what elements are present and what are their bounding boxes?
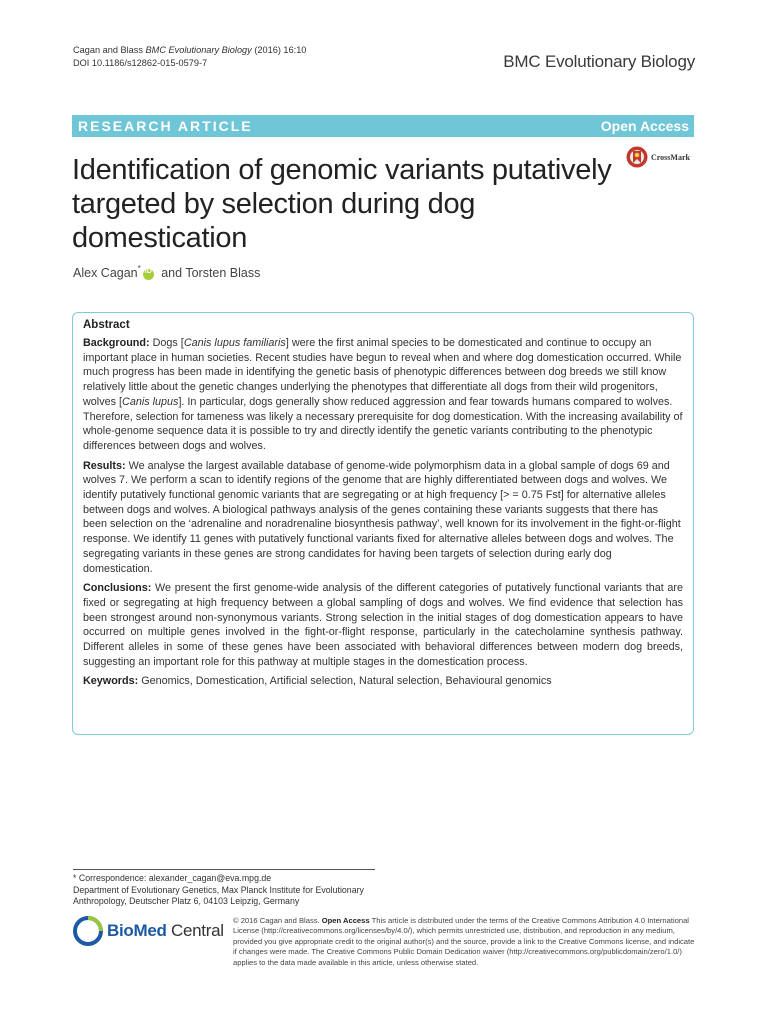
correspondence-email[interactable]: * Correspondence: alexander_cagan@eva.mpg.de [73,873,272,883]
article-type-banner [72,115,694,137]
species-name-wolf: Canis lupus [122,395,179,408]
license-text: This article is distributed under the terms of the Creative Commons Attribution 4.0 International License (http://creativecommons.org/licenses/by/4.0/), which permits unrestricted use, distribution, and reproduction in any medium, provided you give appropriate credit to the original author(s) and the source, provide a link to the Creative Commons license, and indicate if changes were made. The Creative Commons Public Domain Dedication waiver (http://creativecommons.org/publicdomain/zero/1.0/) applies to the data made available in this article, unless otherwise stated. [233,916,695,967]
crossmark-badge[interactable] [626,146,690,168]
biomed-central-wordmark: BioMed Central [107,921,224,940]
affiliation: Department of Evolutionary Genetics, Max Planck Institute for Evolutionary Anthropology, Deutscher Platz 6, 04103 Leipzig, Germany [73,884,364,906]
crossmark-icon [626,146,648,168]
corresponding-author-mark: * [137,263,141,273]
conclusions-text: We present the first genome-wide analysis of the different categories of putatively functional variants that are fixed or segregating at high frequency between a global sampling of dogs and wolves. We find evidence that selection has been strongest around non-synonymous variants. Strong selection in the initial stages of dog domestication appears to have occurred on multiple genes involved in the fight-or-flight response, particularly in the catecholamine synthesis pathway. Different alleles in some of these genes have been associated with behavioral differences between modern dog breeds, suggesting an important role for this pathway at multiple stages in the domestication process. [83,582,683,668]
conclusions-label: Conclusions: [83,582,152,595]
biomed-central-logo[interactable] [73,916,224,946]
open-access-label: Open Access [600,118,689,134]
background-text-2: ] were the first animal species to be domesticated and continue to occupy an important place in human societies. Recent studies have begun to reveal when and where dog domestication occurred. While much progress has been made in identifying the genetic basis of phenotypic differences between dog breeds we still know relatively little about the genetic changes underlying the phenotypes that differentiate all dogs from their wild progenitors, wolves [ [83,337,682,408]
background-text-3: ]. In particular, dogs generally show reduced aggression and fear towards humans compared to wolves. Therefore, selection for tameness was likely a necessary prerequisite for dog domestication. With the increasing availability of whole-genome sequence data it is possible to try and directly identify the genetic variants contributing to the phenotypic differences between dogs and wolves. [83,395,683,452]
background-text-1: Dogs [ [149,337,184,349]
author-blass: and Torsten Blass [157,266,261,280]
article-type-label: RESEARCH ARTICLE [78,118,253,134]
abstract-box [72,312,694,735]
copyright-text: © 2016 Cagan and Blass. [233,916,322,925]
citation-line [73,44,306,57]
keywords-text: Genomics, Domestication, Artificial selection, Natural selection, Behavioural genomics [138,675,552,688]
orcid-icon[interactable]: iD [143,269,154,280]
citation-volume: (2016) 16:10 [251,45,307,55]
abstract-results [83,459,683,577]
abstract-background [83,336,683,454]
species-name-dog: Canis lupus familiaris [183,337,286,349]
abstract-keywords [83,674,683,689]
author-list [73,263,261,280]
background-label: Background: [83,337,150,349]
citation-header [73,44,306,69]
biomed-central-logo-icon [73,916,103,946]
open-access-notice: Open Access [321,916,370,925]
abstract-conclusions [83,581,683,669]
footnote-divider [73,869,375,870]
author-cagan[interactable]: Alex Cagan [73,266,138,280]
results-text: We analyse the largest available database of genome-wide polymorphism data in a global sample of dogs 69 and wolves 7. We perform a scan to identify regions of the genome that are highly differentiated between dogs and wolves. We identify putatively functional genomic variants that are segregating or at high frequency [> = 0.75 Fst] for alternative alleles between dogs and wolves. A biological pathways analysis of the genes containing these variants suggests that there has been selection on the ‘adrenaline and noradrenaline biosynthesis pathway’, well known for its involvement in the fight-or-flight response. We identify 11 genes with putatively functional variants fixed for alternative alleles between dogs and wolves. The segregating variants in these genes are strong candidates for having been targets of selection during early dog domestication. [83,459,681,575]
license-statement [233,916,695,968]
citation-journal: BMC Evolutionary Biology [145,45,252,55]
article-title: Identification of genomic variants putatively targeted by selection during dog domestication [72,154,612,254]
keywords-label: Keywords: [83,675,139,688]
doi-link[interactable]: DOI 10.1186/s12862-015-0579-7 [73,57,208,68]
abstract-heading: Abstract [83,319,130,331]
journal-name: BMC Evolutionary Biology [503,52,695,71]
citation-authors: Cagan and Blass [73,45,143,55]
footnote [73,873,393,908]
crossmark-label: CrossMark [651,152,690,162]
results-label: Results: [83,459,126,472]
